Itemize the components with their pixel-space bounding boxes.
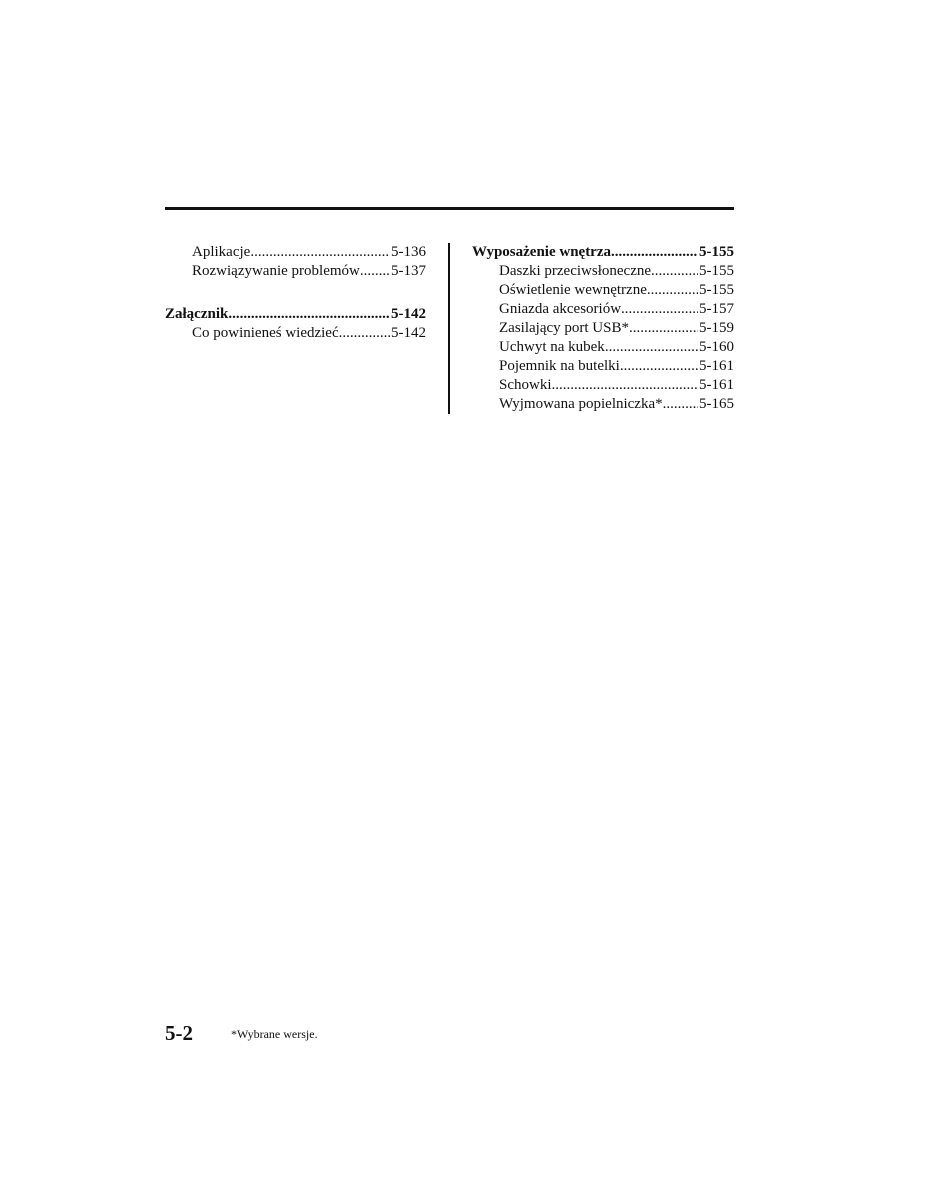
- page-number: 5-2: [165, 1021, 193, 1045]
- toc-entry-title: Aplikacje: [192, 244, 251, 260]
- toc-section-page: 5-155: [699, 244, 734, 260]
- toc-entry-page: 5-157: [699, 301, 734, 317]
- toc-entry-usb[interactable]: [472, 319, 734, 338]
- toc-gap: [165, 281, 426, 305]
- toc-entry-oswietlenie[interactable]: [472, 281, 734, 300]
- toc-entry-page: 5-161: [699, 377, 734, 393]
- toc-section-title: Załącznik: [165, 306, 229, 322]
- toc-leader-dots: [663, 395, 698, 414]
- toc-entry-page: 5-159: [699, 320, 734, 336]
- toc-entry-gniazda[interactable]: [472, 300, 734, 319]
- toc-entry-aplikacje[interactable]: [165, 243, 426, 262]
- toc-leader-dots: [611, 243, 698, 262]
- toc-entry-title: Wyjmowana popielniczka*: [499, 396, 663, 412]
- toc-entry-page: 5-165: [699, 396, 734, 412]
- toc-entry-title: Daszki przeciwsłoneczne: [499, 263, 652, 279]
- toc-entry-co-powinienes-wiedziec[interactable]: [165, 324, 426, 343]
- toc-entry-title: Zasilający port USB*: [499, 320, 629, 336]
- toc-leader-dots: [621, 300, 698, 319]
- toc-leader-dots: [250, 243, 390, 262]
- toc-entry-daszki[interactable]: [472, 262, 734, 281]
- toc-leader-dots: [228, 305, 390, 324]
- toc-section-title: Wyposażenie wnętrza: [472, 244, 611, 260]
- toc-entry-title: Gniazda akcesoriów: [499, 301, 622, 317]
- toc-entry-rozwiazywanie-problemow[interactable]: [165, 262, 426, 281]
- toc-entry-page: 5-142: [391, 325, 426, 341]
- toc-entry-pojemnik[interactable]: [472, 357, 734, 376]
- toc-leader-dots: [647, 281, 698, 300]
- toc-entry-page: 5-155: [699, 282, 734, 298]
- column-divider: [448, 243, 450, 414]
- toc-entry-page: 5-161: [699, 358, 734, 374]
- toc-entry-page: 5-160: [699, 339, 734, 355]
- toc-entry-title: Schowki: [499, 377, 552, 393]
- toc-entry-schowki[interactable]: [472, 376, 734, 395]
- toc-leader-dots: [605, 338, 698, 357]
- toc-entry-page: 5-136: [391, 244, 426, 260]
- toc-entry-uchwyt[interactable]: [472, 338, 734, 357]
- toc-entry-title: Oświetlenie wewnętrzne: [499, 282, 647, 298]
- toc-entry-page: 5-137: [391, 263, 426, 279]
- toc-section-zalacznik[interactable]: [165, 305, 426, 324]
- toc-leader-dots: [339, 324, 390, 343]
- toc-leader-dots: [629, 319, 698, 338]
- toc-entry-page: 5-155: [699, 263, 734, 279]
- toc-leader-dots: [552, 376, 699, 395]
- toc-entry-title: Pojemnik na butelki: [499, 358, 620, 374]
- footnote: *Wybrane wersje.: [231, 1027, 318, 1041]
- toc-leader-dots: [360, 262, 390, 281]
- toc-entry-title: Co powinieneś wiedzieć: [192, 325, 339, 341]
- toc-leader-dots: [651, 262, 698, 281]
- toc-left-column: [165, 243, 426, 343]
- top-rule: [165, 207, 734, 210]
- toc-section-wyposazenie-wnetrza[interactable]: [472, 243, 734, 262]
- toc-entry-title: Rozwiązywanie problemów: [192, 263, 360, 279]
- toc-leader-dots: [620, 357, 698, 376]
- toc-right-column: [472, 243, 734, 414]
- toc-entry-title: Uchwyt na kubek: [499, 339, 605, 355]
- toc-entry-popielniczka[interactable]: [472, 395, 734, 414]
- toc-section-page: 5-142: [391, 306, 426, 322]
